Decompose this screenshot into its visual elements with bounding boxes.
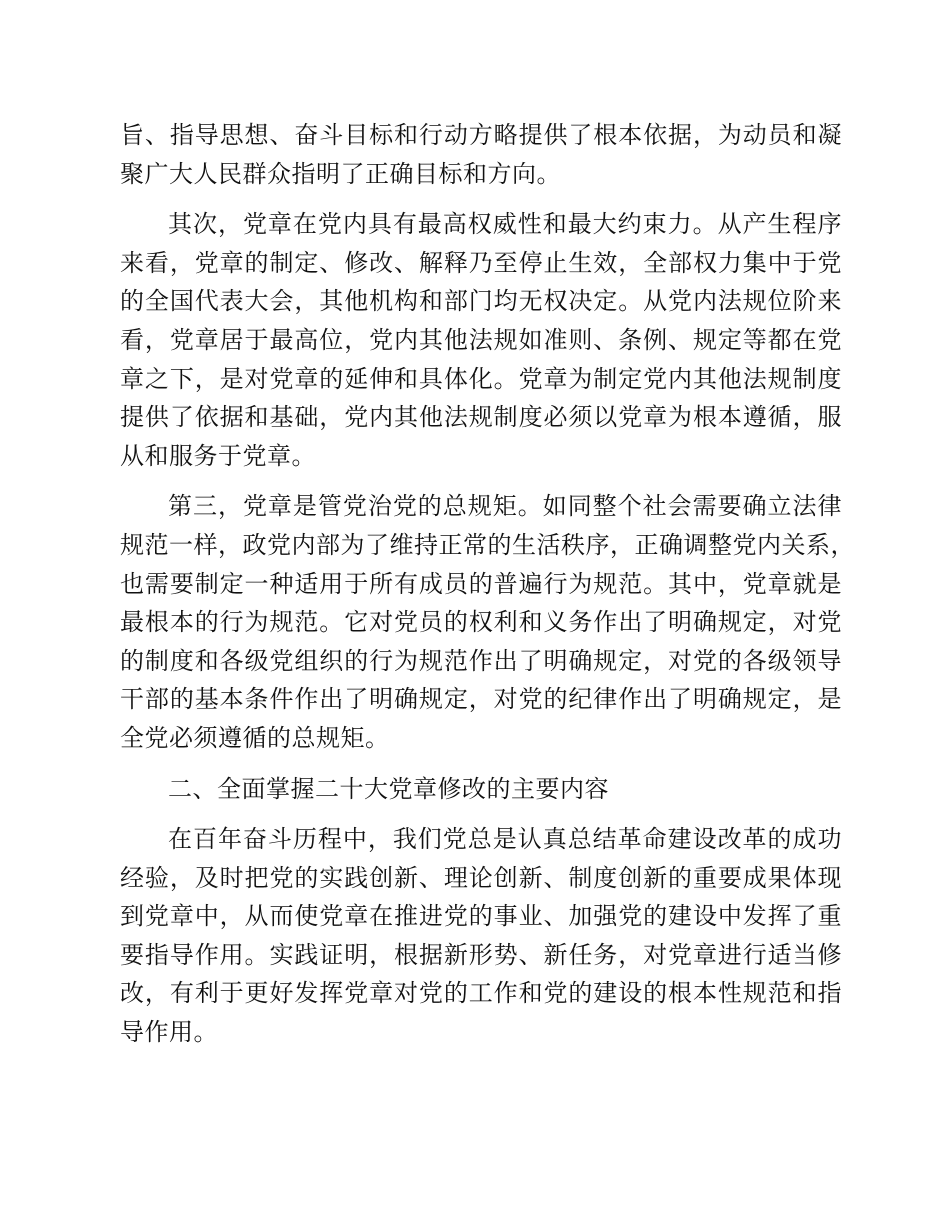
text-line: 聚广大人民群众指明了正确目标和方向。 [120, 159, 561, 188]
text-line: 章之下，是对党章的延伸和具体化。党章为制定党内其他法规制度 [120, 364, 842, 393]
text-line: 提供了依据和基础，党内其他法规制度必须以党章为根本遵循，服 [120, 403, 842, 432]
paragraph-1 [120, 116, 842, 193]
text-line: 规范一样，政党内部为了维持正常的生活秩序，正确调整党内关系， [120, 530, 855, 559]
text-line: 干部的基本条件作出了明确规定，对党的纪律作出了明确规定，是 [120, 685, 842, 714]
text-line: 旨、指导思想、奋斗目标和行动方略提供了根本依据，为动员和凝 [120, 121, 842, 149]
text-line: 在百年奋斗历程中，我们党总是认真总结革命建设改革的成功 [168, 825, 842, 854]
text-line: 来看，党章的制定、修改、解释乃至停止生效，全部权力集中于党 [120, 248, 842, 277]
text-line: 的制度和各级党组织的行为规范作出了明确规定，对党的各级领导 [120, 646, 842, 675]
paragraph-2 [120, 205, 842, 475]
paragraph-5 [120, 820, 842, 1052]
heading-line: 二、全面掌握二十大党章修改的主要内容 [168, 774, 609, 803]
text-line: 导作用。 [120, 1018, 218, 1047]
text-line: 经验，及时把党的实践创新、理论创新、制度创新的重要成果体现 [120, 863, 842, 892]
section-heading [120, 770, 842, 809]
text-line: 到党章中，从而使党章在推进党的事业、加强党的建设中发挥了重 [120, 902, 842, 931]
document-body [120, 116, 855, 1052]
text-line: 的全国代表大会，其他机构和部门均无权决定。从党内法规位阶来 [120, 287, 842, 316]
text-line: 从和服务于党章。 [120, 441, 316, 470]
text-line: 看，党章居于最高位，党内其他法规如准则、条例、规定等都在党 [120, 325, 842, 354]
text-line: 也需要制定一种适用于所有成员的普遍行为规范。其中，党章就是 [120, 569, 842, 598]
text-line: 改，有利于更好发挥党章对党的工作和党的建设的根本性规范和指 [120, 979, 842, 1008]
paragraph-3 [120, 487, 855, 757]
text-line: 第三，党章是管党治党的总规矩。如同整个社会需要确立法律 [168, 492, 842, 521]
text-line: 最根本的行为规范。它对党员的权利和义务作出了明确规定，对党 [120, 608, 842, 637]
text-line: 全党必须遵循的总规矩。 [120, 723, 390, 752]
text-line: 要指导作用。实践证明，根据新形势、新任务，对党章进行适当修 [120, 940, 842, 969]
text-line: 其次，党章在党内具有最高权威性和最大约束力。从产生程序 [168, 210, 842, 239]
